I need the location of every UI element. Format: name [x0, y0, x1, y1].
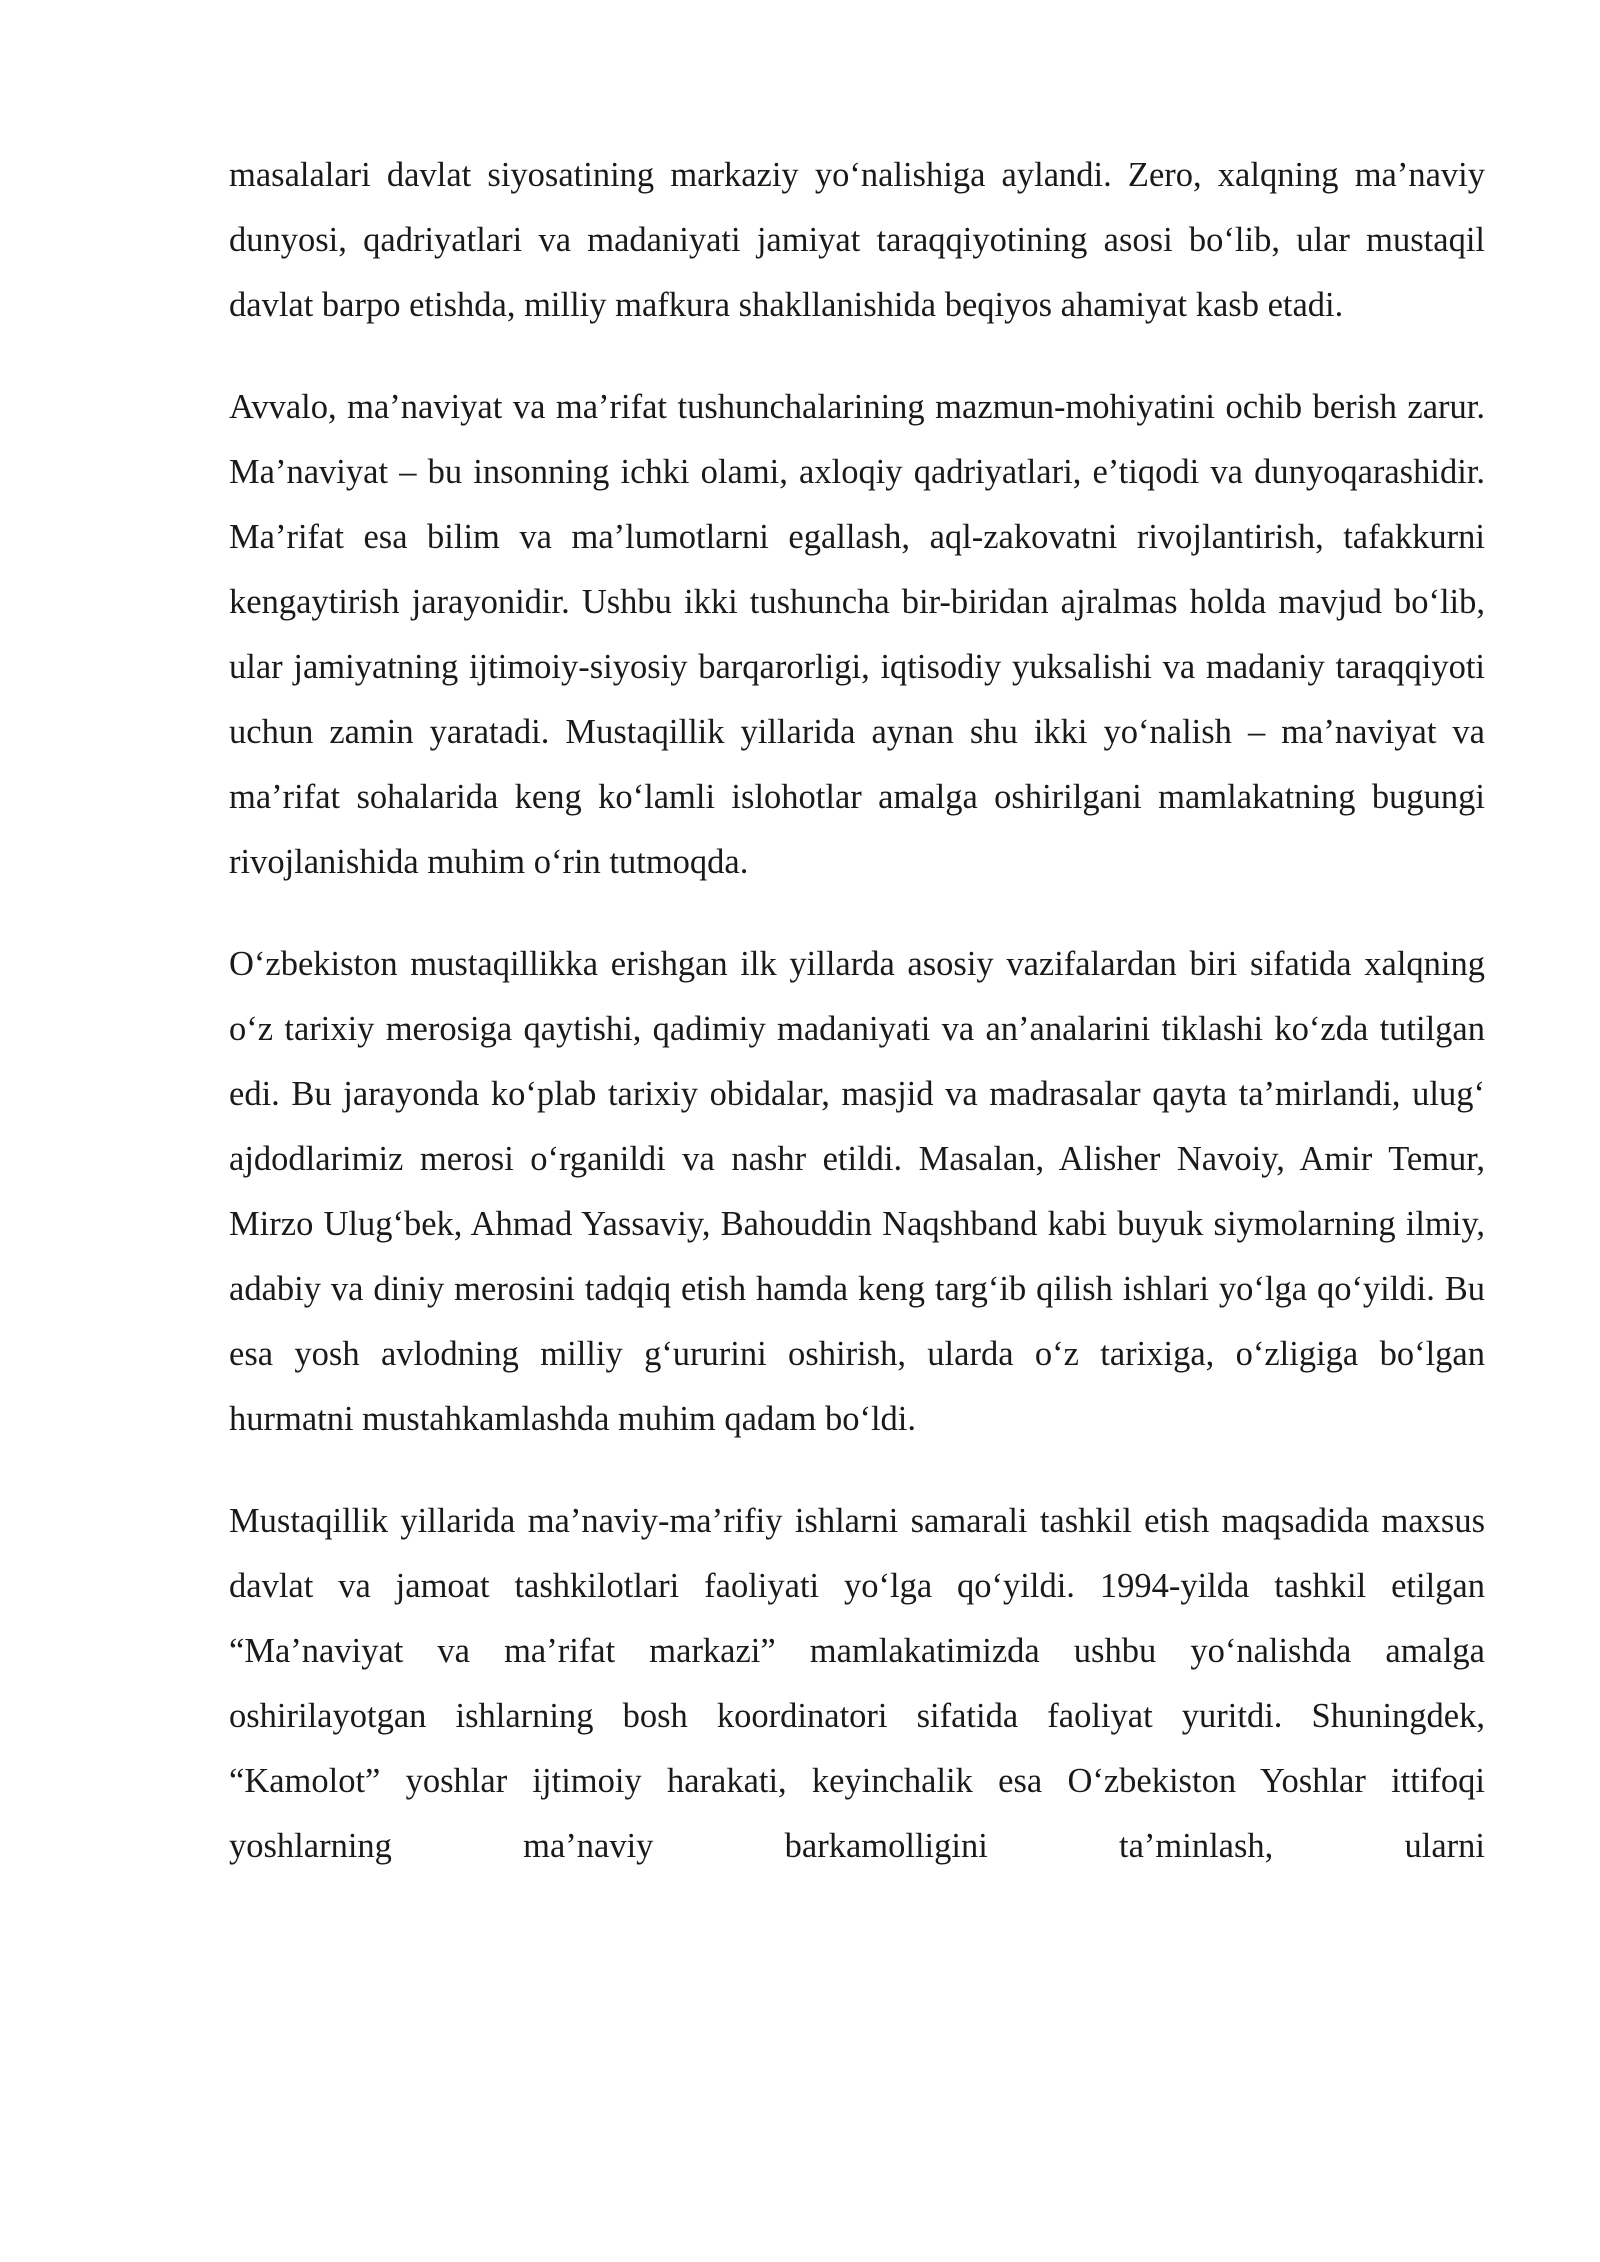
- paragraph-1: masalalari davlat siyosatining markaziy yo‘nalishiga aylandi. Zero, xalqning ma’naviy dunyosi, qadriyatlari va madaniyati jamiyat taraqqiyotining asosi bo‘lib, ular mustaqil davlat barpo etishda, milliy mafkura shakllanishida beqiyos ahamiyat kasb etadi.: [229, 156, 1485, 324]
- paragraph-2: Avvalo, ma’naviyat va ma’rifat tushunchalarining mazmun-mohiyatini ochib berish zarur. Ma’naviyat – bu insonning ichki olami, axloqiy qadriyatlari, e’tiqodi va dunyoqarashidir. Ma’rifat esa bilim va ma’lumotlarni egallash, aql-zakovatni rivojlantirish, tafakkurni kengaytirish jarayonidir. Ushbu ikki tushuncha bir-biridan ajralmas holda mavjud bo‘lib, ular jamiyatning ijtimoiy-siyosiy barqarorligi, iqtisodiy yuksalishi va madaniy taraqqiyoti uchun zamin yaratadi. Mustaqillik yillarida aynan shu ikki yo‘nalish – ma’naviyat va ma’rifat sohalarida keng ko‘lamli islohotlar amalga oshirilgani mamlakatning bugungi rivojlanishida muhim o‘rin tutmoqda.: [229, 388, 1485, 881]
- document-body: [229, 143, 1485, 1916]
- paragraph-4: Mustaqillik yillarida ma’naviy-ma’rifiy ishlarni samarali tashkil etish maqsadida maxsus davlat va jamoat tashkilotlari faoliyati yo‘lga qo‘yildi. 1994-yilda tashkil etilgan “Ma’naviyat va ma’rifat markazi” mamlakatimizda ushbu yo‘nalishda amalga oshirilayotgan ishlarning bosh koordinatori sifatida faoliyat yuritdi. Shuningdek, “Kamolot” yoshlar ijtimoiy harakati, keyinchalik esa O‘zbekiston Yoshlar ittifoqi yoshlarning ma’naviy barkamolligini ta’minlash, ularni: [229, 1502, 1485, 1865]
- paragraph-3: O‘zbekiston mustaqillikka erishgan ilk yillarda asosiy vazifalardan biri sifatida xalqning o‘z tarixiy merosiga qaytishi, qadimiy madaniyati va an’analarini tiklashi ko‘zda tutilgan edi. Bu jarayonda ko‘plab tarixiy obidalar, masjid va madrasalar qayta ta’mirlandi, ulug‘ ajdodlarimiz merosi o‘rganildi va nashr etildi. Masalan, Alisher Navoiy, Amir Temur, Mirzo Ulug‘bek, Ahmad Yassaviy, Bahouddin Naqshband kabi buyuk siymolarning ilmiy, adabiy va diniy merosini tadqiq etish hamda keng targ‘ib qilish ishlari yo‘lga qo‘yildi. Bu esa yosh avlodning milliy g‘ururini oshirish, ularda o‘z tarixiga, o‘zligiga bo‘lgan hurmatni mustahkamlashda muhim qadam bo‘ldi.: [229, 945, 1485, 1438]
